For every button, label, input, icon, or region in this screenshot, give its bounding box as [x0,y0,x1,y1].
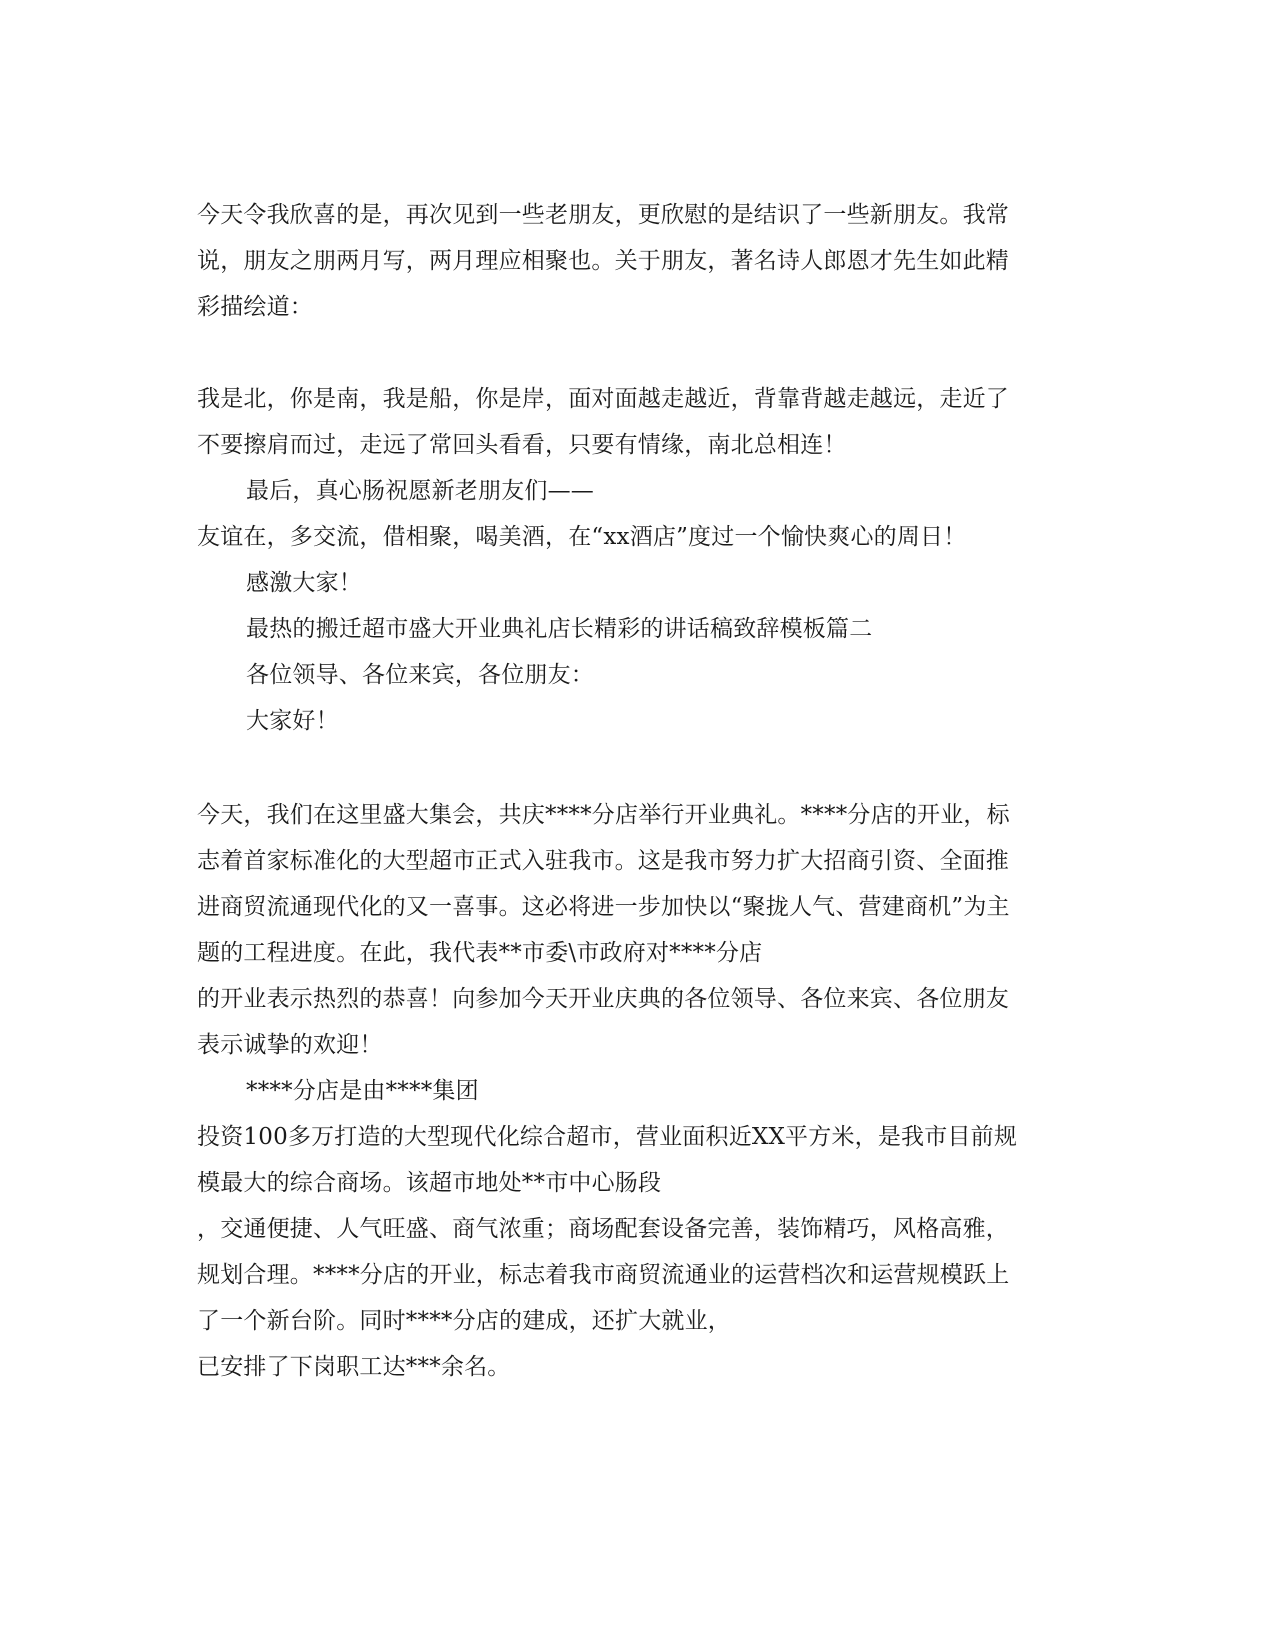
paragraph-line: 我是北，你是南，我是船，你是岸，面对面越走越近，背靠背越走越远，走近了 [197,386,1009,412]
paragraph-line: 规划合理。****分店的开业，标志着我市商贸流通业的运营档次和运营规模跃上 [197,1262,1010,1288]
paragraph-line: 志着首家标准化的大型超市正式入驻我市。这是我市努力扩大招商引资、全面推 [197,848,1009,874]
paragraph-line: 的开业表示热烈的恭喜！向参加今天开业庆典的各位领导、各位来宾、各位朋友 [197,986,1009,1012]
paragraph-line: 今天，我们在这里盛大集会，共庆****分店举行开业典礼。****分店的开业，标 [197,802,1010,828]
paragraph-line: 已安排了下岗职工达***余名。 [197,1354,511,1380]
paragraph-line: ****分店是由****集团 [246,1078,479,1104]
paragraph-line: 今天令我欣喜的是，再次见到一些老朋友，更欣慰的是结识了一些新朋友。我常 [197,202,1009,228]
paragraph-line: 表示诚挚的欢迎！ [197,1032,383,1058]
paragraph-line: 说，朋友之朋两月写，两月理应相聚也。关于朋友，著名诗人郎恩才先生如此精 [197,248,1009,274]
paragraph-line: 感激大家！ [246,570,362,596]
paragraph-line: 投资100多万打造的大型现代化综合超市，营业面积近XX平方米，是我市目前规 [197,1124,1018,1150]
greeting-line: 各位领导、各位来宾，各位朋友： [246,662,594,688]
paragraph-line: 题的工程进度。在此，我代表**市委\市政府对****分店 [197,940,763,966]
greeting-line: 大家好！ [246,708,339,734]
paragraph-line: 了一个新台阶。同时****分店的建成，还扩大就业， [197,1308,731,1334]
paragraph-line: 最后，真心肠祝愿新老朋友们—— [246,478,594,504]
paragraph-line: 彩描绘道： [197,294,313,320]
paragraph-line: 友谊在，多交流，借相聚，喝美酒，在“xx酒店”度过一个愉快爽心的周日！ [197,524,967,550]
paragraph-line: 不要擦肩而过，走远了常回头看看，只要有情缘，南北总相连！ [197,432,847,458]
paragraph-line: ，交通便捷、人气旺盛、商气浓重；商场配套设备完善，装饰精巧，风格高雅， [197,1216,1009,1242]
paragraph-line: 进商贸流通现代化的又一喜事。这必将进一步加快以“聚拢人气、营建商机”为主 [197,894,1010,920]
paragraph-line: 模最大的综合商场。该超市地处**市中心肠段 [197,1170,662,1196]
section-title: 最热的搬迁超市盛大开业典礼店长精彩的讲话稿致辞模板篇二 [246,616,873,642]
